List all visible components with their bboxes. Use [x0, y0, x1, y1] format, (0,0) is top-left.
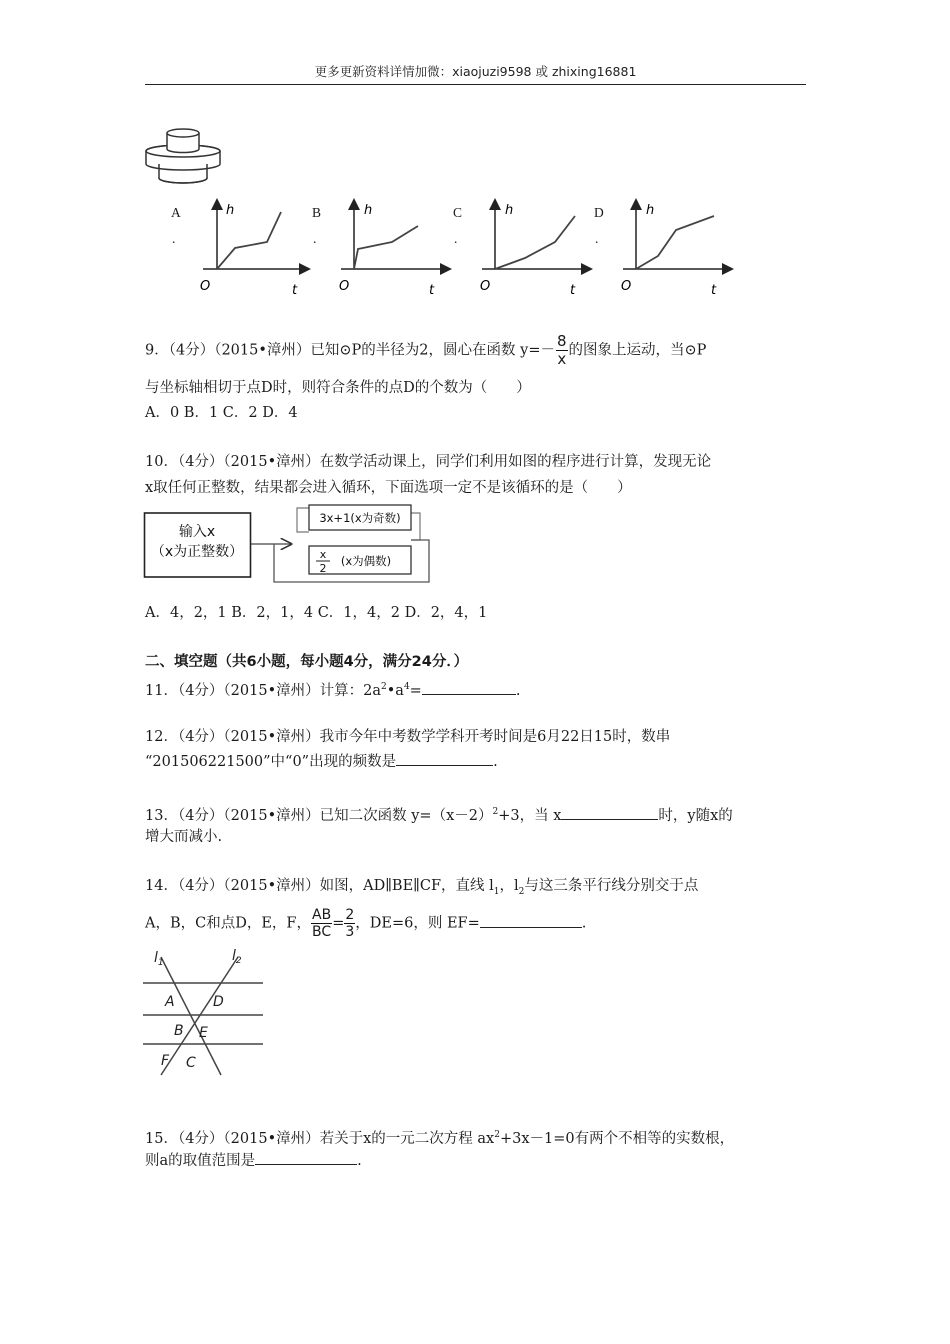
answer-blank[interactable]: [396, 750, 493, 766]
q12-line1: 12．（4分）（2015•漳州）我市今年中考数学学科开考时间是6月22日15时，数串: [145, 729, 671, 745]
q14-line2: [145, 908, 586, 939]
q15-text-c: 则a的取值范围是: [145, 1153, 256, 1169]
even-box-text: (x为偶数): [340, 554, 392, 568]
choice-letter-a: A: [171, 205, 181, 220]
flow-diagram: [143, 500, 443, 584]
axis-o-label: O: [339, 279, 350, 294]
q9-options: A．0 B．1 C．2 D．4: [145, 405, 298, 421]
label-a: A: [165, 994, 175, 1010]
q14-frac2-den: 3: [345, 924, 355, 940]
q13-text-a: 13．（4分）（2015•漳州）已知二次函数 y=（x－2）: [145, 807, 493, 824]
label-l2-sub: 2: [235, 956, 242, 966]
q11-end: .: [515, 682, 521, 699]
q14-text-b: ，l: [499, 878, 519, 894]
choice-letter-d: D: [594, 205, 604, 220]
q11-sup1: 2: [381, 682, 387, 692]
input-box-line2: （x为正整数）: [150, 544, 244, 560]
choice-dot-c: .: [454, 231, 458, 246]
q15-end: .: [357, 1153, 362, 1169]
q14-sub2: 2: [518, 886, 525, 897]
header-rule: [145, 84, 806, 85]
q14-frac1: [311, 908, 332, 939]
q9-text-b: 的图象上运动，当⊙P: [568, 342, 707, 359]
q13-line2: 增大而减小.: [145, 829, 223, 845]
q9-frac-num: 8: [556, 332, 567, 350]
q14-line1: [145, 874, 698, 904]
axis-o-label: O: [621, 279, 632, 294]
choice-dot-b: .: [313, 231, 317, 246]
choice-letter-b: B: [312, 205, 322, 220]
answer-blank[interactable]: [422, 679, 516, 695]
even-box-num: x: [319, 548, 327, 561]
odd-box-text: 3x+1(x为奇数): [319, 511, 401, 525]
answer-blank[interactable]: [255, 1149, 357, 1165]
q13-text-c: 时，y随x的: [658, 807, 733, 824]
label-l2: l: [232, 948, 236, 964]
label-l1: l: [154, 950, 158, 966]
q9-text-a: 9．（4分）（2015•漳州）已知⊙P的半径为2，圆心在函数 y=－: [145, 342, 555, 359]
q14-text-e: ，DE=6，则 EF=: [355, 915, 480, 932]
q14-eq: =: [332, 915, 345, 932]
q14-end: .: [581, 915, 587, 932]
q11-text: 11．（4分）（2015•漳州）计算：2a: [145, 682, 381, 699]
q10-options: A．4，2，1 B．2，1，4 C．1，4，2 D．2，4，1: [145, 605, 488, 621]
page-header: 更多更新资料详情加微：xiaojuzi9598 或 zhixing16881: [314, 64, 637, 79]
choice-dot-d: .: [595, 231, 599, 246]
choice-dot-a: .: [172, 231, 176, 246]
axis-h-label: h: [226, 203, 235, 218]
label-c: C: [186, 1055, 196, 1071]
q10-line2: x取任何正整数，结果都会进入循环，下面选项一定不是该循环的是（ ）: [145, 480, 632, 496]
axis-t-label: t: [711, 283, 717, 298]
answer-blank[interactable]: [561, 804, 658, 820]
q15-line1: [145, 1123, 734, 1151]
q14-sub1: 1: [493, 886, 500, 897]
input-box-line1: 输入x: [178, 524, 216, 540]
axis-h-label: h: [364, 203, 373, 218]
choice-letter-c: C: [453, 205, 463, 220]
graph-b: [336, 196, 456, 300]
section-title: 二、填空题（共6小题，每小题4分，满分24分．）: [145, 654, 469, 670]
q14-text-c: 与这三条平行线分别交于点: [524, 878, 699, 894]
q14-frac2-num: 2: [345, 907, 355, 923]
q11-eq: =: [409, 682, 422, 699]
q11: [145, 675, 520, 703]
q9-fraction: [556, 334, 568, 367]
q11-mid: •a: [386, 682, 404, 699]
q14-text-d: A，B，C和点D，E，F，: [145, 915, 311, 932]
q10-line1: 10．（4分）（2015•漳州）在数学活动课上，同学们利用如图的程序进行计算，发现无论: [145, 454, 712, 470]
q14-frac1-num: AB: [312, 907, 332, 923]
parallel-lines-figure: [143, 945, 268, 1083]
axis-h-label: h: [505, 203, 514, 218]
q11-sup2: 4: [403, 682, 410, 692]
label-b: B: [174, 1023, 184, 1039]
q14-frac1-den: BC: [312, 924, 332, 940]
label-f: F: [161, 1053, 170, 1069]
q12-text: “201506221500”中“0”出现的频数是: [145, 754, 397, 770]
q12-line2: [145, 750, 498, 774]
svg-text:l2: [232, 948, 242, 966]
container-figure: [143, 124, 225, 202]
q13-text-b: +3，当 x: [498, 807, 562, 824]
label-d: D: [213, 994, 224, 1010]
q15-sup: 2: [494, 1130, 500, 1140]
q15-text-a: 15．（4分）（2015•漳州）若关于x的一元二次方程 ax: [145, 1130, 495, 1147]
q9-line2: 与坐标轴相切于点D时，则符合条件的点D的个数为（ ）: [145, 380, 531, 396]
q15-line2: [145, 1149, 362, 1173]
axis-t-label: t: [570, 283, 576, 298]
axis-t-label: t: [292, 283, 298, 298]
q9-frac-den: x: [557, 350, 567, 368]
q14-text-a: 14．（4分）（2015•漳州）如图，AD∥BE∥CF，直线 l: [145, 878, 494, 894]
axis-h-label: h: [646, 203, 655, 218]
q9-line1: [145, 334, 706, 367]
graph-a: [195, 196, 315, 300]
axis-o-label: O: [480, 279, 491, 294]
even-box-den: 2: [319, 562, 327, 575]
svg-text:l1: [154, 950, 164, 968]
answer-blank[interactable]: [480, 912, 582, 928]
axis-t-label: t: [429, 283, 435, 298]
q15-text-b: +3x－1=0有两个不相等的实数根，: [499, 1130, 735, 1147]
q12-end: .: [493, 754, 498, 770]
axis-o-label: O: [200, 279, 211, 294]
graph-d: [618, 196, 738, 300]
graph-c: [477, 196, 597, 300]
label-e: E: [199, 1025, 208, 1041]
q13-line1: [145, 800, 733, 828]
q14-frac2: [344, 908, 355, 939]
q13-sup: 2: [492, 807, 499, 817]
label-l1-sub: 1: [157, 958, 164, 968]
